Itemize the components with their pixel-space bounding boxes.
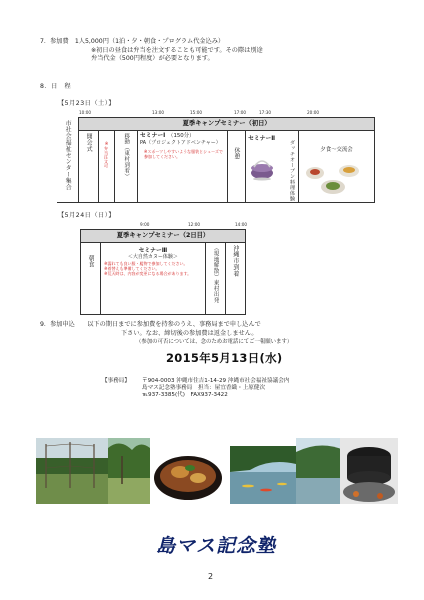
day2-title: 夏季キャンプセミナー（2日目）: [81, 230, 246, 243]
fee-heading: 7．参加費: [40, 38, 69, 45]
apply-deadline: 2015年5月13日(水): [166, 351, 283, 365]
food-photo: [150, 442, 230, 504]
mangrove-photo: [296, 438, 344, 504]
day1-seminar2-cell: [246, 131, 299, 203]
palm-trees-photo: [108, 438, 150, 504]
seminar3-note3: ※荒天時は、内容が変更になる場合があります。: [104, 271, 192, 277]
day1-time: 15:00: [190, 110, 203, 115]
seminar1-body: PA（プロジェクトアドベンチャー）: [139, 140, 221, 146]
day1-dinner-cell: [299, 131, 375, 203]
day1-move: 移動（東村到着）: [123, 133, 130, 180]
seminar1-note: ※スポーツしやすいような服装とシューズで参加してください。: [143, 149, 223, 160]
apply-line3: （参加の可否については、念のためお電話にてご一報願います）: [136, 339, 293, 345]
day1-opening-cell: [79, 131, 99, 203]
seminar3-title: セミナーⅢ: [138, 248, 168, 254]
dutch-oven-fire-photo: [340, 438, 398, 504]
day1-move-cell: [114, 131, 137, 203]
office-line3: ℡937-3385(代) FAX937-3422: [142, 392, 228, 399]
seminar3-sub: ＜大自然カヌー体験＞: [127, 254, 178, 260]
apply-section: [40, 321, 390, 347]
day1-schedule-table: [57, 117, 375, 203]
day1-timeline: [40, 110, 380, 116]
fee-section: [40, 38, 380, 64]
seminar2-title: セミナーⅡ: [248, 136, 276, 142]
fee-line1: 1人5,000円（1泊・夕・朝食・プログラム代金込み）: [74, 38, 225, 45]
camp-field-photo: [36, 438, 108, 504]
organization-logo: [156, 531, 276, 558]
page-number: 2: [208, 572, 214, 581]
day2-time: 9:00: [140, 222, 150, 227]
logo-text: 島マス記念塾: [156, 535, 277, 557]
day1-time: 13:00: [152, 110, 165, 115]
seminar2-body: ダッチオーブン料理体験: [289, 140, 295, 202]
day2-schedule-table: [80, 229, 246, 315]
apply-line2: 下さい。なお、締切後の参加費は返金しません。: [121, 329, 258, 337]
seminar1-time: （150分）: [170, 133, 195, 139]
day2-dismiss-cell: [205, 243, 225, 315]
day1-rest: 休憩: [232, 147, 240, 160]
canoe-river-photo: [230, 446, 296, 504]
office-label: 【事務局】: [102, 378, 130, 384]
day1-title: 夏季キャンプセミナー（初日）: [79, 118, 375, 131]
day1-time: 10:00: [79, 110, 92, 115]
photo-strip: [36, 438, 398, 504]
day1-time: 20:00: [307, 110, 320, 115]
day2-time: 14:00: [235, 222, 248, 227]
apply-line1: 以下の期日までに参加費を持参のうえ、事務局まで申し込んで: [87, 321, 261, 328]
day1-opening-note: ※弁当注文可: [104, 141, 110, 169]
office-line2: 島マス記念塾事務局 担当：屋宜香織・上原健次: [142, 385, 266, 392]
fee-line3: 弁当代金（500円程度）が必要となります。: [91, 55, 214, 62]
day1-seminar1-cell: [137, 131, 227, 203]
office-section: [102, 378, 402, 400]
day1-gather: 市社会福祉センター集合: [64, 119, 72, 190]
office-line1: 〒904-0003 沖縄市住吉1-14-29 沖縄市社会福祉協議会内: [142, 378, 290, 384]
day1-time: 17:30: [259, 110, 272, 115]
day1-dinner: 夕食〜交流会: [320, 147, 353, 153]
schedule-heading: 8．日 程: [40, 83, 72, 90]
dutch-oven-photo: [249, 157, 275, 181]
day2-timeline: [40, 222, 380, 228]
day1-opening: 開会式: [85, 133, 93, 153]
seminar3-note1: ※濡れても良い服・履物で参加してください。: [104, 261, 188, 266]
day2-dismiss: （現地解散）東村出発: [212, 245, 219, 303]
day2-time: 12:00: [188, 222, 201, 227]
day2-arrive-cell: [225, 243, 245, 315]
day1-gather-cell: [57, 118, 79, 203]
day2-date-label: 【5月24日（日）】: [58, 212, 116, 219]
seminar3-note2: ※着替えも準備してください。: [104, 266, 160, 272]
dinner-photo: [303, 161, 363, 197]
day2-arrive: 沖縄市到着: [231, 245, 239, 277]
day1-time: 17:00: [234, 110, 247, 115]
day2-breakfast-cell: [81, 243, 101, 315]
day2-breakfast: 朝食: [87, 255, 95, 268]
seminar1-title: セミナーⅠ: [139, 133, 166, 139]
day1-date-label: 【5月23日（土）】: [58, 100, 116, 107]
day2-seminar3-cell: [101, 243, 206, 315]
fee-line2: ※初日の昼食は弁当を注文することも可能です。その際は別途: [91, 46, 263, 54]
day1-lunch-note-cell: [98, 131, 114, 203]
day1-rest-cell: [227, 131, 245, 203]
apply-heading: 9．参加申込: [40, 321, 75, 328]
